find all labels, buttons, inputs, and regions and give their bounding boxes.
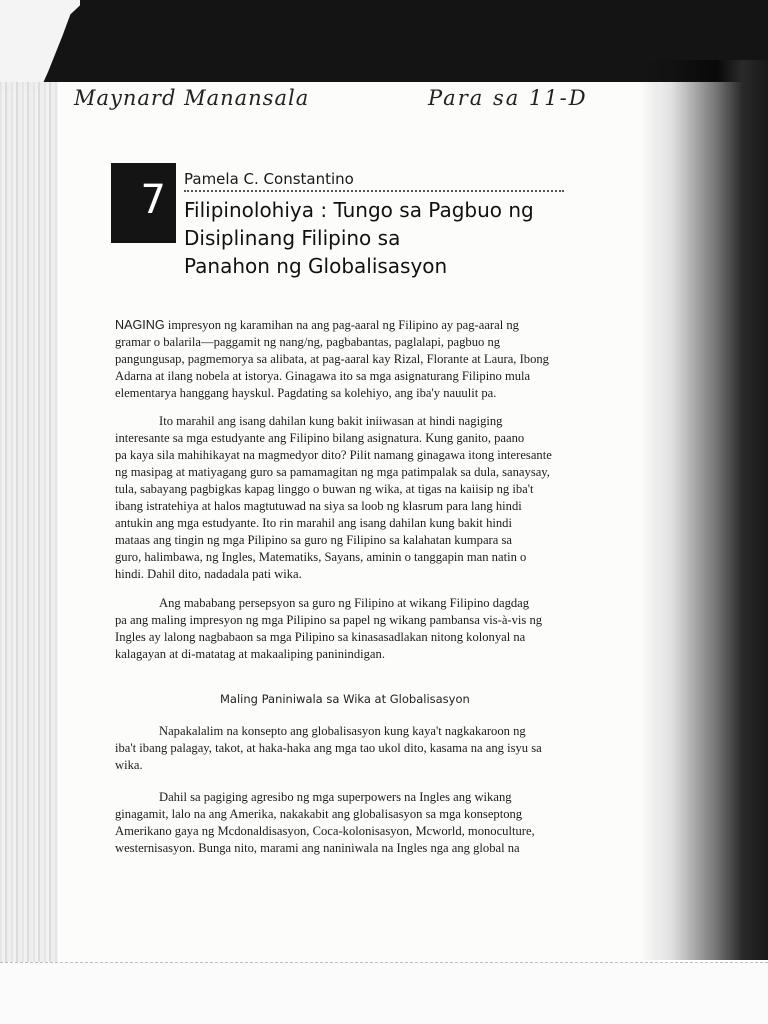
handwritten-student-name: Maynard Manansala [74,86,310,110]
paragraph-line: Ingles ay lalong nagbabaon sa mga Pilipino sa kinasasadlakan nitong kolonyal na [115,630,526,644]
paragraph-line: Adarna at ilang nobela at istorya. Ginagawa ito sa mga asignaturang Filipino mula [115,369,531,383]
paragraph-line: pa kaya sila mahihikayat na magmedyor dito? Pilit namang ginagawa itong interesante [115,448,552,462]
lead-line-text: impresyon ng karamihan na ang pag-aaral ng Filipino ay pag-aaral ng [164,318,519,332]
paragraph-line: mataas ang tingin ng mga Pilipino sa guro ng Filipino sa kalahatan kumpara sa [115,533,512,547]
chapter-title [184,196,604,280]
paragraph-line: iba't ibang palagay, takot, at haka-haka ang mga tao ukol dito, kasama na ang isyu sa [115,741,542,755]
paragraph-line: ng masipag at matiyagang guro sa pamamagitan ng mga patimpalak sa dula, sanaysay, [115,465,550,479]
chapter-number-box [111,163,176,243]
chapter-title-line: Panahon ng Globalisasyon [184,254,448,278]
chapter-title-line: Filipinolohiya : Tungo sa Pagbuo ng [184,198,534,222]
paragraph-line: ginagamit, lalo na ang Amerika, nakakabit ang globalisasyon sa mga konseptong [115,807,523,821]
paragraph-line: hindi. Dahil dito, nadadala pati wika. [115,567,302,581]
author-dotted-rule [184,190,564,192]
paragraph-line: gramar o balarila—paggamit ng nang/ng, pagbabantas, paglalapi, pagbuo ng [115,335,501,349]
chapter-number: 7 [140,177,166,223]
paragraph-line: wika. [115,758,143,772]
paragraph-line: pangungusap, pagmemorya sa alibata, at pag-aaral kay Rizal, Florante at Laura, Ibong [115,352,549,366]
section-heading: Maling Paniniwala sa Wika at Globalisasyon [220,692,470,706]
paragraph-intro [115,317,575,402]
paragraph-5 [115,789,575,857]
paragraph-line: interesante sa mga estudyante ang Filipino bilang asignatura. Kung ganito, paano [115,431,525,445]
paragraph-4 [115,723,575,774]
scan-left-edge-noise [0,82,58,972]
paragraph-3 [115,595,575,663]
paragraph-line: Napakalalim na konsepto ang globalisasyon kung kaya't nagkakaroon ng [159,724,526,738]
chapter-author: Pamela C. Constantino [184,170,354,188]
scan-right-shadow [640,60,768,960]
paragraph-line: Dahil sa pagiging agresibo ng mga superpowers na Ingles ang wikang [159,790,512,804]
paragraph-line: tula, sabayang pagbigkas kapag linggo o buwan ng wika, at tigas na kaiisip ng iba't [115,482,534,496]
scan-bottom-area [0,962,768,1024]
paragraph-line: westernisasyon. Bunga nito, marami ang naniniwala na Ingles nga ang global na [115,841,520,855]
lead-word: NAGING [115,318,165,332]
paragraph-line: guro, halimbawa, ng Ingles, Matematiks, Sayans, aminin o tanggapin man natin o [115,550,527,564]
paragraph-2 [115,413,575,583]
paragraph-line [115,317,575,334]
paragraph-line: kalagayan at di-matatag at makaaliping paninindigan. [115,647,385,661]
paragraph-line: elementarya hanggang hayskul. Pagdating sa kolehiyo, ang iba'y nauulit pa. [115,386,497,400]
paragraph-line: Amerikano gaya ng Mcdonaldisasyon, Coca-kolonisasyon, Mcworld, monoculture, [115,824,535,838]
paragraph-line: ibang istratehiya at halos magtutuwad na siya sa loob ng klasrum para lang hindi [115,499,522,513]
chapter-title-line: Disiplinang Filipino sa [184,226,401,250]
paragraph-line: pa ang maling impresyon ng mga Pilipino sa papel ng wikang pambansa vis-à-vis ng [115,613,543,627]
paragraph-line: Ito marahil ang isang dahilan kung bakit iniiwasan at hindi nagiging [159,414,503,428]
handwritten-class-section: Para sa 11-D [428,86,588,110]
paragraph-line: Ang mababang persepsyon sa guro ng Filipino at wikang Filipino dagdag [159,596,530,610]
scan-bottom-edge [0,962,768,964]
paragraph-line: antukin ang mga estudyante. Ito rin marahil ang isang dahilan kung bakit hindi [115,516,512,530]
